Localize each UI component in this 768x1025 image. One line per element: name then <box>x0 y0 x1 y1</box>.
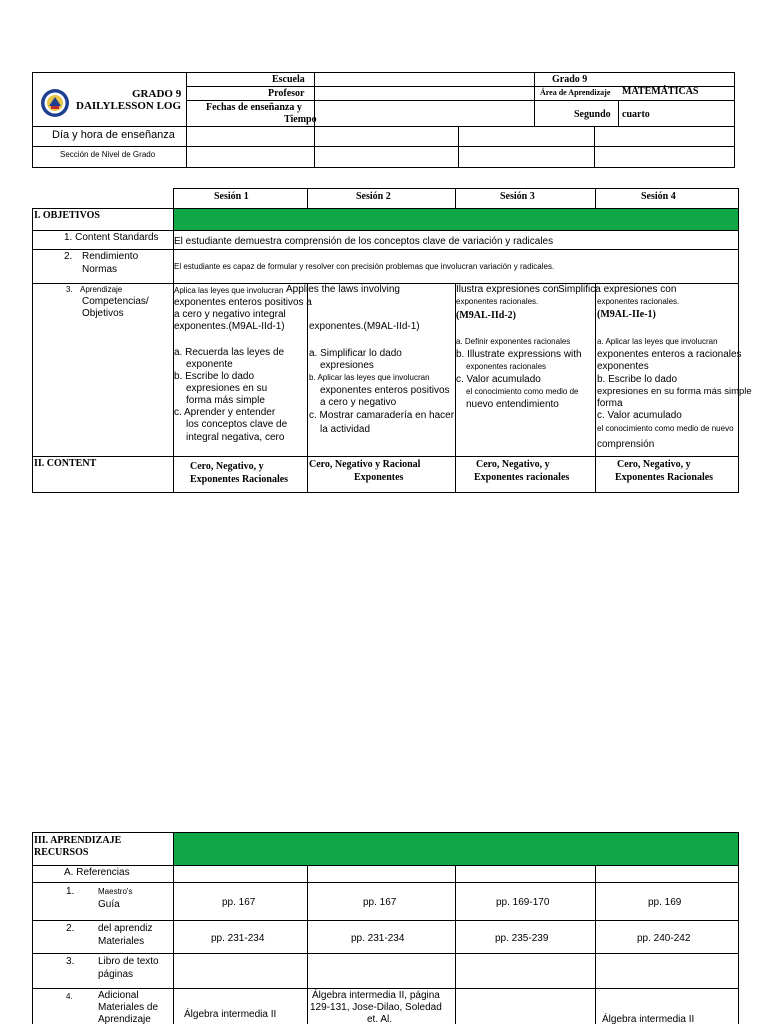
trimestre-label: Segundo <box>574 109 611 120</box>
r1-s1: pp. 167 <box>222 897 256 908</box>
s2-comp-b: b. Aplicar las leyes que involucran <box>309 373 430 382</box>
s2-comp-c: c. Mostrar camaradería en hacer <box>309 410 455 421</box>
trimestre-value: cuarto <box>622 109 650 120</box>
s4-comp-b2: expresiones en su forma más simple <box>597 386 752 397</box>
r4-num: 4. <box>66 992 73 1001</box>
r4-label-2: Materiales de <box>98 1002 159 1013</box>
r2-s3: pp. 235-239 <box>495 933 549 944</box>
recursos-heading-1: III. APRENDIZAJE <box>34 835 122 846</box>
s2-comp-line4: exponentes.(M9AL-IId-1) <box>309 321 420 332</box>
area-value: MATEMÁTICAS <box>622 86 699 97</box>
grado-label: Grado 9 <box>552 74 588 85</box>
r1-s3: pp. 169-170 <box>496 897 550 908</box>
competencias-num: 3. <box>66 285 73 294</box>
rendimiento-label: Rendimiento <box>82 251 139 262</box>
deped-seal-icon <box>40 88 70 118</box>
r2-label-2: Materiales <box>98 936 145 947</box>
s1-comp-line3: a cero y negativo integral <box>174 309 286 320</box>
s4-comp-b3: forma <box>597 398 623 409</box>
r1-label-1: Maestro's <box>98 887 133 896</box>
r1-s2: pp. 167 <box>363 897 397 908</box>
r3-label-2: páginas <box>98 969 134 980</box>
log-title: DAILYLESSON LOG <box>76 100 182 112</box>
tiempo-label: Tiempo <box>284 114 317 125</box>
s4-comp-line2: exponentes racionales. <box>597 297 680 306</box>
s1-comp-c2: los conceptos clave de <box>186 419 288 430</box>
r1-label-2: Guía <box>98 899 120 910</box>
s1-comp-line4: exponentes.(M9AL-IId-1) <box>174 321 285 332</box>
s3-comp-line1b: Simplifica expresiones con <box>558 284 677 295</box>
content-s1-line1: Cero, Negativo, y <box>190 461 264 472</box>
seccion-label: Sección de Nivel de Grado <box>60 150 156 159</box>
s3-comp-c3: nuevo entendimiento <box>466 399 559 410</box>
s4-comp-c3: comprensión <box>597 439 655 450</box>
s1-comp-b: b. Escribe lo dado <box>174 371 255 382</box>
s2-comp-c2: la actividad <box>320 424 371 435</box>
s2-comp-a2: expresiones <box>320 360 374 371</box>
content-s3-line2: Exponentes racionales <box>474 472 570 483</box>
referencias-label: A. Referencias <box>64 867 130 878</box>
r2-s1: pp. 231-234 <box>211 933 265 944</box>
r4-s4: Álgebra intermedia II <box>602 1014 695 1025</box>
content-s2-line1: Cero, Negativo y Racional <box>309 459 421 470</box>
s2-comp-b2: exponentes enteros positivos <box>320 385 450 396</box>
r4-s2-line1: Álgebra intermedia II, página <box>312 990 440 1001</box>
content-standards-label: 1. Content Standards <box>64 232 159 243</box>
s1-comp-line1a: Aplica las leyes que involucran <box>174 286 284 295</box>
s1-comp-a2: exponente <box>186 359 233 370</box>
s3-comp-code: (M9AL-IId-2) <box>456 310 516 321</box>
escuela-label: Escuela <box>272 74 305 85</box>
session-1-header: Sesión 1 <box>214 191 249 202</box>
area-label: Área de Aprendizaje <box>540 88 611 97</box>
recursos-green-band <box>173 833 738 865</box>
content-standards-text: El estudiante demuestra comprensión de los conceptos clave de variación y radicales <box>174 236 554 247</box>
grado-title: GRADO 9 <box>132 88 182 100</box>
s3-comp-b2: exponentes racionales <box>466 362 547 371</box>
r1-num: 1. <box>66 886 75 897</box>
s1-comp-c: c. Aprender y entender <box>174 407 276 418</box>
competencias-label-1: Competencias/ <box>82 296 149 307</box>
s2-comp-b3: a cero y negativo <box>320 397 397 408</box>
s4-comp-a3: exponentes <box>597 361 649 372</box>
s1-comp-c3: integral negativa, cero <box>186 432 285 443</box>
r2-label-1: del aprendiz <box>98 923 153 934</box>
competencias-label-0: Aprendizaje <box>80 285 123 294</box>
r4-label-1: Adicional <box>98 990 139 1001</box>
s1-comp-a: a. Recuerda las leyes de <box>174 347 285 358</box>
r4-s2-line2: 129-131, Jose-Dilao, Soledad <box>310 1002 442 1013</box>
session-3-header: Sesión 3 <box>500 191 535 202</box>
s4-comp-b: b. Escribe lo dado <box>597 374 678 385</box>
rendimiento-text: El estudiante es capaz de formular y resolver con precisión problemas que involucran variación y radicales. <box>174 262 555 271</box>
session-2-header: Sesión 2 <box>356 191 391 202</box>
content-s3-line1: Cero, Negativo, y <box>476 459 550 470</box>
r2-s4: pp. 240-242 <box>637 933 691 944</box>
s4-comp-c: c. Valor acumulado <box>597 410 682 421</box>
s3-comp-c2: el conocimiento como medio de <box>466 387 579 396</box>
s3-comp-c: c. Valor acumulado <box>456 374 541 385</box>
s3-comp-line1a: Ilustra expresiones con <box>456 284 559 295</box>
content-s4-line1: Cero, Negativo, y <box>617 459 691 470</box>
s1-comp-line2: exponentes enteros positivos a <box>174 297 312 308</box>
rendimiento-num: 2. <box>64 251 73 262</box>
profesor-label: Profesor <box>268 88 305 99</box>
s1-comp-b2: expresiones en su <box>186 383 268 394</box>
s1-comp-line1b: Applies the laws involving <box>286 284 400 295</box>
fechas-label: Fechas de enseñanza y <box>206 102 302 113</box>
r4-s1: Álgebra intermedia II <box>184 1009 277 1020</box>
r3-num: 3. <box>66 956 75 967</box>
r4-label-3: Aprendizaje <box>98 1014 151 1025</box>
session-4-header: Sesión 4 <box>641 191 676 202</box>
content-heading: II. CONTENT <box>34 458 97 469</box>
content-s2-line2: Exponentes <box>354 472 404 483</box>
r2-num: 2. <box>66 923 75 934</box>
s3-comp-line2: exponentes racionales. <box>456 297 539 306</box>
s2-comp-a: a. Simplificar lo dado <box>309 348 402 359</box>
s1-comp-b3: forma más simple <box>186 395 265 406</box>
r2-s2: pp. 231-234 <box>351 933 405 944</box>
r4-s2-line3: et. Al. <box>367 1014 393 1025</box>
s4-comp-c2: el conocimiento como medio de nuevo <box>597 424 734 433</box>
s4-comp-code: (M9AL-IIe-1) <box>597 309 656 320</box>
normas-label: Normas <box>82 264 118 275</box>
r1-s4: pp. 169 <box>648 897 682 908</box>
objetivos-green-band <box>173 209 738 230</box>
competencias-label-2: Objetivos <box>82 308 124 319</box>
objetivos-heading: I. OBJETIVOS <box>34 210 100 221</box>
s4-comp-a: a. Aplicar las leyes que involucran <box>597 337 718 346</box>
s3-comp-a: a. Definir exponentes racionales <box>456 337 571 346</box>
s3-comp-b: b. Illustrate expressions with <box>456 349 582 360</box>
content-s1-line2: Exponentes Racionales <box>190 474 289 485</box>
content-s4-line2: Exponentes Racionales <box>615 472 714 483</box>
s4-comp-a2: exponentes enteros a racionales <box>597 349 742 360</box>
r3-label-1: Libro de texto <box>98 956 159 967</box>
recursos-heading-2: RECURSOS <box>34 847 89 858</box>
dia-label: Día y hora de enseñanza <box>52 129 175 141</box>
